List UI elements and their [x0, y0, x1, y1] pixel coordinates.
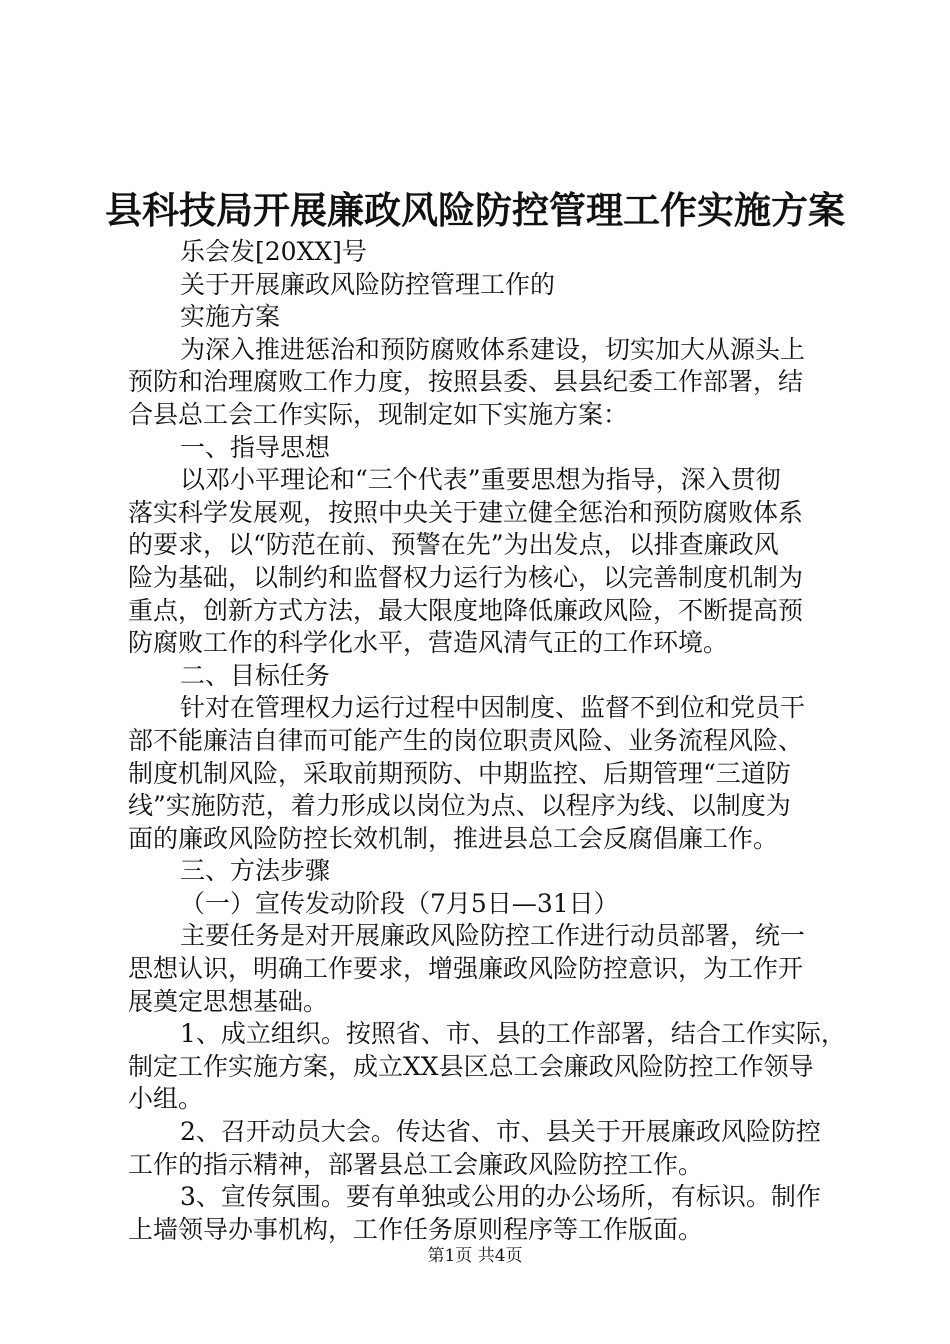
- text-line: 险为基础，以制约和监督权力运行为核心，以完善制度机制为: [128, 562, 804, 592]
- text-line: 实施方案: [180, 302, 281, 332]
- document-body: [128, 236, 846, 1246]
- text-line: 落实科学发展观，按照中央关于建立健全惩治和预防腐败体系: [128, 497, 804, 527]
- document-title: 县科技局开展廉政风险防控管理工作实施方案: [105, 188, 845, 232]
- text-line: 预防和治理腐败工作力度，按照县委、县县纪委工作部署，结: [128, 367, 804, 397]
- text-line: 乐会发[20XX]号: [180, 237, 367, 266]
- page-footer: 第1页 共4页: [427, 1246, 523, 1266]
- text-line: 防腐败工作的科学化水平，营造风清气正的工作环境。: [128, 628, 729, 658]
- text-line: 部不能廉洁自律而可能产生的岗位职责风险、业务流程风险、: [128, 725, 804, 755]
- text-line: 为深入推进惩治和预防腐败体系建设，切实加大从源头上: [180, 334, 806, 364]
- text-line: 制定工作实施方案，成立XX县区总工会廉政风险防控工作领导: [128, 1051, 814, 1081]
- text-line: 主要任务是对开展廉政风险防控工作进行动员部署，统一: [180, 921, 806, 951]
- text-line: 以邓小平理论和“三个代表”重要思想为指导，深入贯彻: [180, 465, 781, 495]
- text-line: 小组。: [128, 1084, 204, 1114]
- text-line: 二、目标任务: [180, 660, 331, 690]
- text-line: 3、宣传氛围。要有单独或公用的办公场所，有标识。制作: [180, 1182, 821, 1212]
- text-line: 1、成立组织。按照省、市、县的工作部署，结合工作实际，: [180, 1019, 846, 1049]
- text-line: 关于开展廉政风险防控管理工作的: [180, 269, 556, 299]
- text-line: 上墙领导办事机构，工作任务原则程序等工作版面。: [128, 1214, 704, 1244]
- text-line: 展奠定思想基础。: [128, 986, 329, 1016]
- text-line: 一、指导思想: [180, 432, 331, 462]
- text-line: 制度机制风险，采取前期预防、中期监控、后期管理“三道防: [128, 758, 791, 788]
- text-line: 工作的指示精神，部署县总工会廉政风险防控工作。: [128, 1149, 704, 1179]
- text-line: 线”实施防范，着力形成以岗位为点、以程序为线、以制度为: [128, 791, 791, 821]
- text-line: 重点，创新方式方法，最大限度地降低廉政风险，不断提高预: [128, 595, 804, 625]
- text-line: 2、召开动员大会。传达省、市、县关于开展廉政风险防控: [180, 1117, 821, 1147]
- text-line: 面的廉政风险防控长效机制，推进县总工会反腐倡廉工作。: [128, 823, 779, 853]
- text-line: 三、方法步骤: [180, 856, 331, 886]
- text-line: 的要求，以“防范在前、预警在先”为出发点，以排查廉政风: [128, 530, 779, 560]
- text-line: （一）宣传发动阶段（7月5日—31日）: [180, 888, 619, 918]
- text-line: 思想认识，明确工作要求，增强廉政风险防控意识，为工作开: [128, 954, 804, 984]
- text-line: 针对在管理权力运行过程中因制度、监督不到位和党员干: [180, 693, 806, 723]
- text-line: 合县总工会工作实际，现制定如下实施方案：: [128, 399, 629, 429]
